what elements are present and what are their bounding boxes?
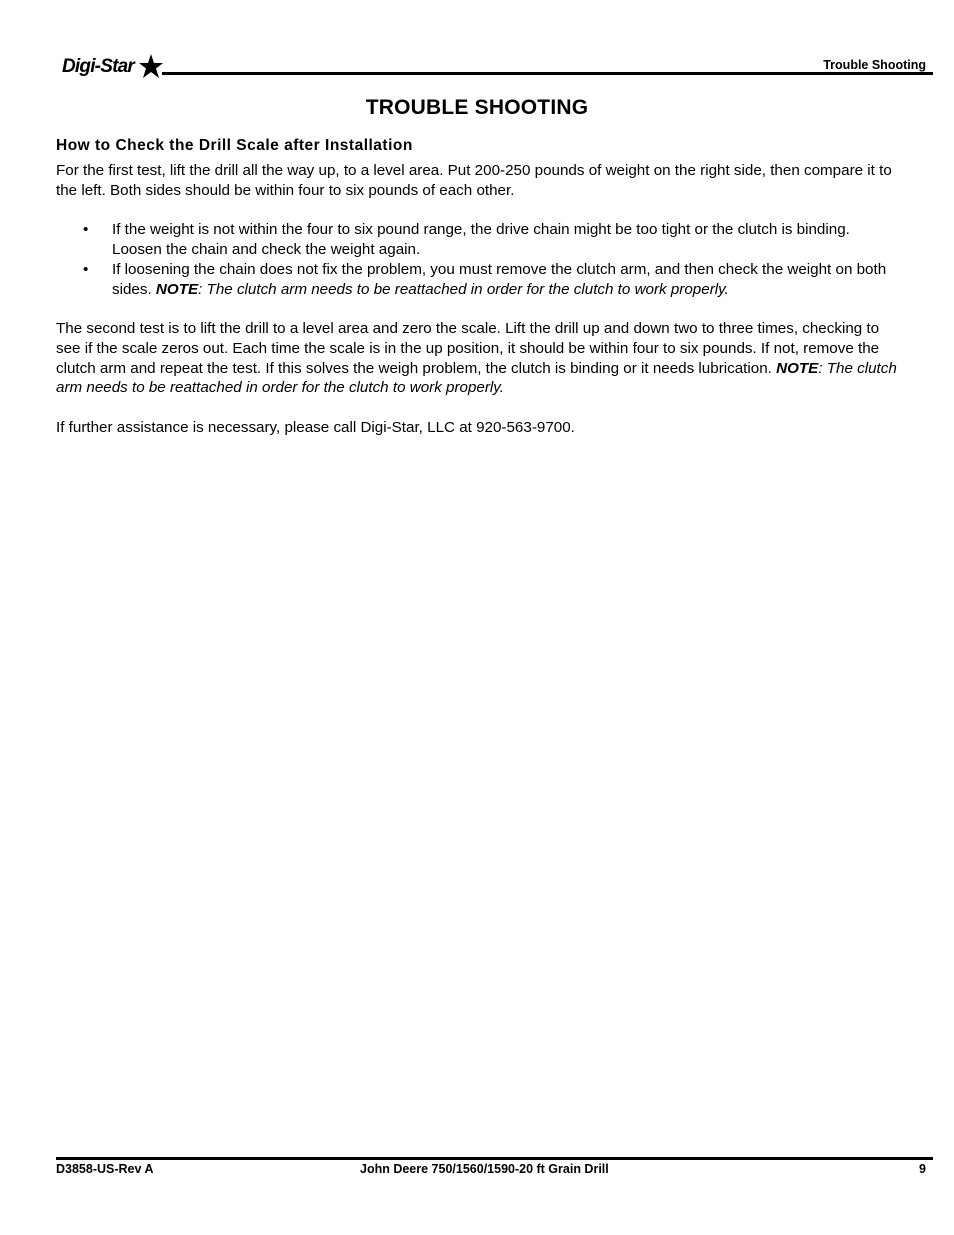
header-section-title: Trouble Shooting <box>823 58 926 72</box>
assistance-paragraph: If further assistance is necessary, please call Digi-Star, LLC at 920-563-9700. <box>56 419 575 437</box>
bullet-icon: • <box>83 221 89 239</box>
second-test-paragraph <box>56 319 901 398</box>
list-item <box>56 220 901 259</box>
bullet-text: If loosening the chain does not fix the problem, you must remove the clutch arm, and then check the weight on both sides. <box>112 260 887 298</box>
page-title: TROUBLE SHOOTING <box>365 96 589 119</box>
logo-text: Digi-Star <box>62 56 134 77</box>
section-heading: How to Check the Drill Scale after Installation <box>56 137 413 154</box>
footer-product: John Deere 750/1560/1590-20 ft Grain Drill <box>360 1162 609 1176</box>
note-label: NOTE <box>776 359 819 377</box>
bullet-list <box>56 220 901 299</box>
second-test-text: The second test is to lift the drill to a level area and zero the scale. Lift the drill up and down two to three times, checking to see if the scale zeros out. Each time the scale is in the up position, it should be within four to six pounds. If not, remove the clutch arm and repeat the test. If this solves the weigh problem, the clutch is binding or it needs lubrication. <box>56 320 880 377</box>
note-text: : The clutch arm needs to be reattached in order for the clutch to work properly. <box>198 280 729 298</box>
star-icon <box>137 53 163 79</box>
bullet-text: If the weight is not within the four to six pound range, the drive chain might be too tight or the clutch is binding. Loosen the chain and check the weight again. <box>112 221 850 259</box>
footer-rule <box>56 1157 933 1160</box>
digi-star-logo <box>62 53 166 81</box>
note-text: : The clutch arm needs to be reattached in order for the clutch to work properly. <box>56 359 897 397</box>
intro-paragraph: For the first test, lift the drill all the way up, to a level area. Put 200-250 pounds of weight on the right side, then compare it to the left. Both sides should be within four to six pounds of each other. <box>56 162 892 199</box>
header-rule <box>162 72 933 75</box>
main-content <box>56 136 901 438</box>
bullet-icon: • <box>83 260 89 278</box>
page-number: 9 <box>919 1162 926 1176</box>
note-label: NOTE <box>155 280 199 298</box>
list-item <box>56 260 901 299</box>
footer-doc-id: D3858-US-Rev A <box>56 1162 154 1176</box>
